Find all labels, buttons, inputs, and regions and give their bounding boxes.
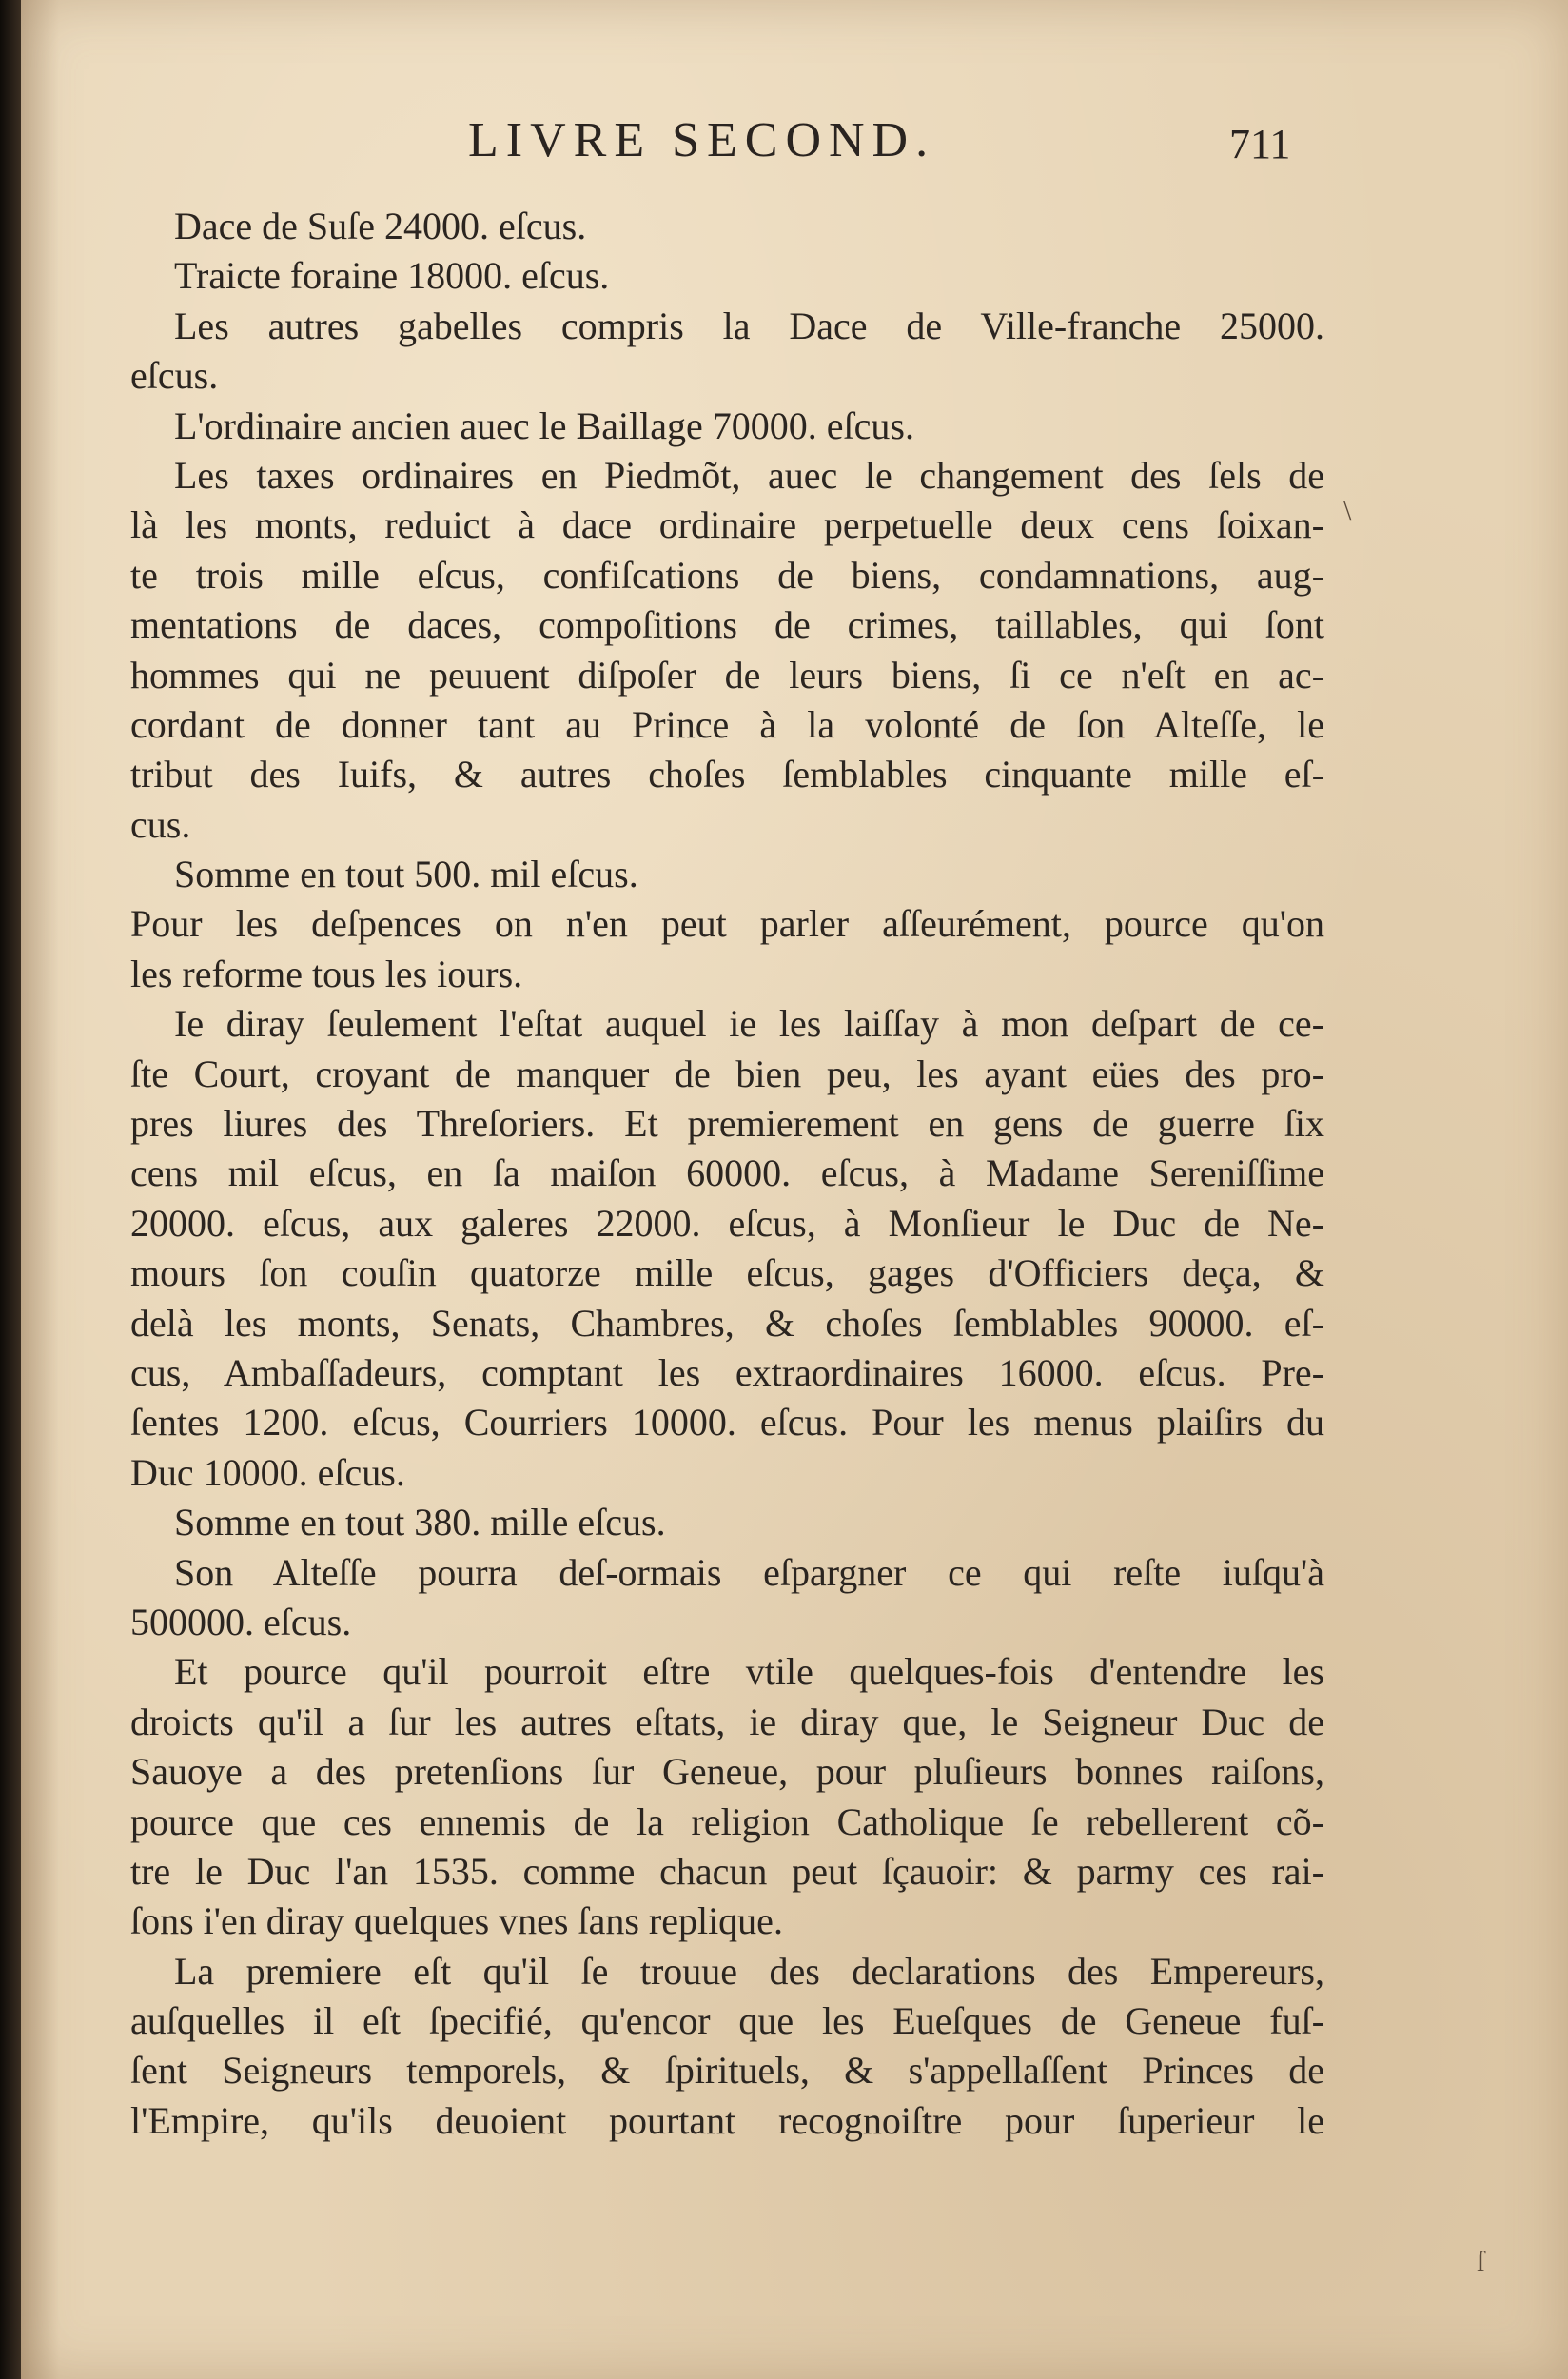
text-line: là les monts, reduict à dace ordinaire perpetuelle deux cens ſoixan- <box>130 503 1324 547</box>
text-line: cordant de donner tant au Prince à la volonté de ſon Alteſſe, le <box>130 702 1324 746</box>
margin-mark: \ <box>1343 495 1352 526</box>
text-line: Dace de Suſe 24000. eſcus. <box>174 205 587 247</box>
text-line: L'ordinaire ancien auec le Baillage 70000. eſcus. <box>174 403 914 447</box>
text-line: Et pource qu'il pourroit eſtre vtile quelques-fois d'entendre les <box>174 1650 1324 1694</box>
text-line: pres liures des Threſoriers. Et premierement en gens de guerre ſix <box>130 1102 1324 1146</box>
text-line: 500000. eſcus. <box>130 1600 352 1643</box>
running-head: LIVRE SECOND. <box>468 113 936 167</box>
text-line: Sauoye a des pretenſions ſur Geneue, pour pluſieurs bonnes raiſons, <box>130 1750 1324 1794</box>
text-line: Traicte foraine 18000. eſcus. <box>174 254 610 298</box>
text-line: hommes qui ne peuuent diſpoſer de leurs biens, ſi ce n'eſt en ac- <box>130 653 1324 697</box>
text-line: cus, Ambaſſadeurs, comptant les extraordinaires 16000. eſcus. Pre- <box>130 1350 1324 1394</box>
text-line: eſcus. <box>130 354 219 398</box>
text-line: te trois mille eſcus, confiſcations de biens, condamnations, aug- <box>130 553 1324 597</box>
text-line: Duc 10000. eſcus. <box>130 1450 405 1494</box>
binding-gutter <box>0 0 21 2379</box>
text-line: delà les monts, Senats, Chambres, & choſes ſemblables 90000. eſ- <box>130 1301 1324 1345</box>
text-line: Somme en tout 500. mil eſcus. <box>174 853 638 896</box>
text-line: auſquelles il eſt ſpecifié, qu'encor que les Eueſques de Geneue fuſ- <box>130 1999 1324 2043</box>
text-line: Les taxes ordinaires en Piedmõt, auec le changement des ſels de <box>174 453 1324 497</box>
text-line: mentations de daces, compoſitions de crimes, taillables, qui ſont <box>130 603 1324 647</box>
text-line: mours ſon couſin quatorze mille eſcus, gages d'Officiers deça, & <box>130 1251 1324 1295</box>
text-line: ſentes 1200. eſcus, Courriers 10000. eſcus. Pour les menus plaiſirs du <box>130 1401 1324 1445</box>
text-line: ſent Seigneurs temporels, & ſpirituels, & s'appellaſſent Princes de <box>130 2049 1324 2093</box>
text-line: cus. <box>130 802 191 846</box>
text-line: les reforme tous les iours. <box>130 952 523 995</box>
text-line: 20000. eſcus, aux galeres 22000. eſcus, à Monſieur le Duc de Ne- <box>130 1201 1324 1245</box>
text-line: droicts qu'il a ſur les autres eſtats, ie diray que, le Seigneur Duc de <box>130 1700 1324 1743</box>
body-text <box>130 202 1324 2146</box>
text-line: Son Alteſſe pourra deſ-ormais eſpargner ce qui reſte iuſqu'à <box>174 1550 1324 1594</box>
text-line: l'Empire, qu'ils deuoient pourtant recognoiſtre pour ſuperieur le <box>130 2098 1324 2142</box>
text-line: pource que ces ennemis de la religion Catholique ſe rebellerent cõ- <box>130 1799 1324 1843</box>
margin-mark: ſ <box>1477 2246 1485 2277</box>
text-line: cens mil eſcus, en ſa maiſon 60000. eſcus, à Madame Sereniſſime <box>130 1151 1324 1195</box>
text-line: tribut des Iuifs, & autres choſes ſemblables cinquante mille eſ- <box>130 753 1324 796</box>
text-line: ſte Court, croyant de manquer de bien peu, les ayant eües des pro- <box>130 1052 1324 1095</box>
page-header <box>21 112 1568 179</box>
text-line: Pour les deſpences on n'en peut parler aſſeurément, pource qu'on <box>130 902 1324 946</box>
text-line: La premiere eſt qu'il ſe trouue des declarations des Empereurs, <box>174 1949 1324 1993</box>
page-number: 711 <box>1229 121 1291 167</box>
text-line: tre le Duc l'an 1535. comme chacun peut ſçauoir: & parmy ces rai- <box>130 1849 1324 1893</box>
text-line: ſons i'en diray quelques vnes ſans replique. <box>130 1899 783 1943</box>
text-line: Les autres gabelles compris la Dace de Ville-franche 25000. <box>174 304 1324 347</box>
book-page <box>21 0 1568 2379</box>
text-line: Somme en tout 380. mille eſcus. <box>174 1501 666 1544</box>
text-line: Ie diray ſeulement l'eſtat auquel ie les laiſſay à mon deſpart de ce- <box>174 1002 1324 1046</box>
